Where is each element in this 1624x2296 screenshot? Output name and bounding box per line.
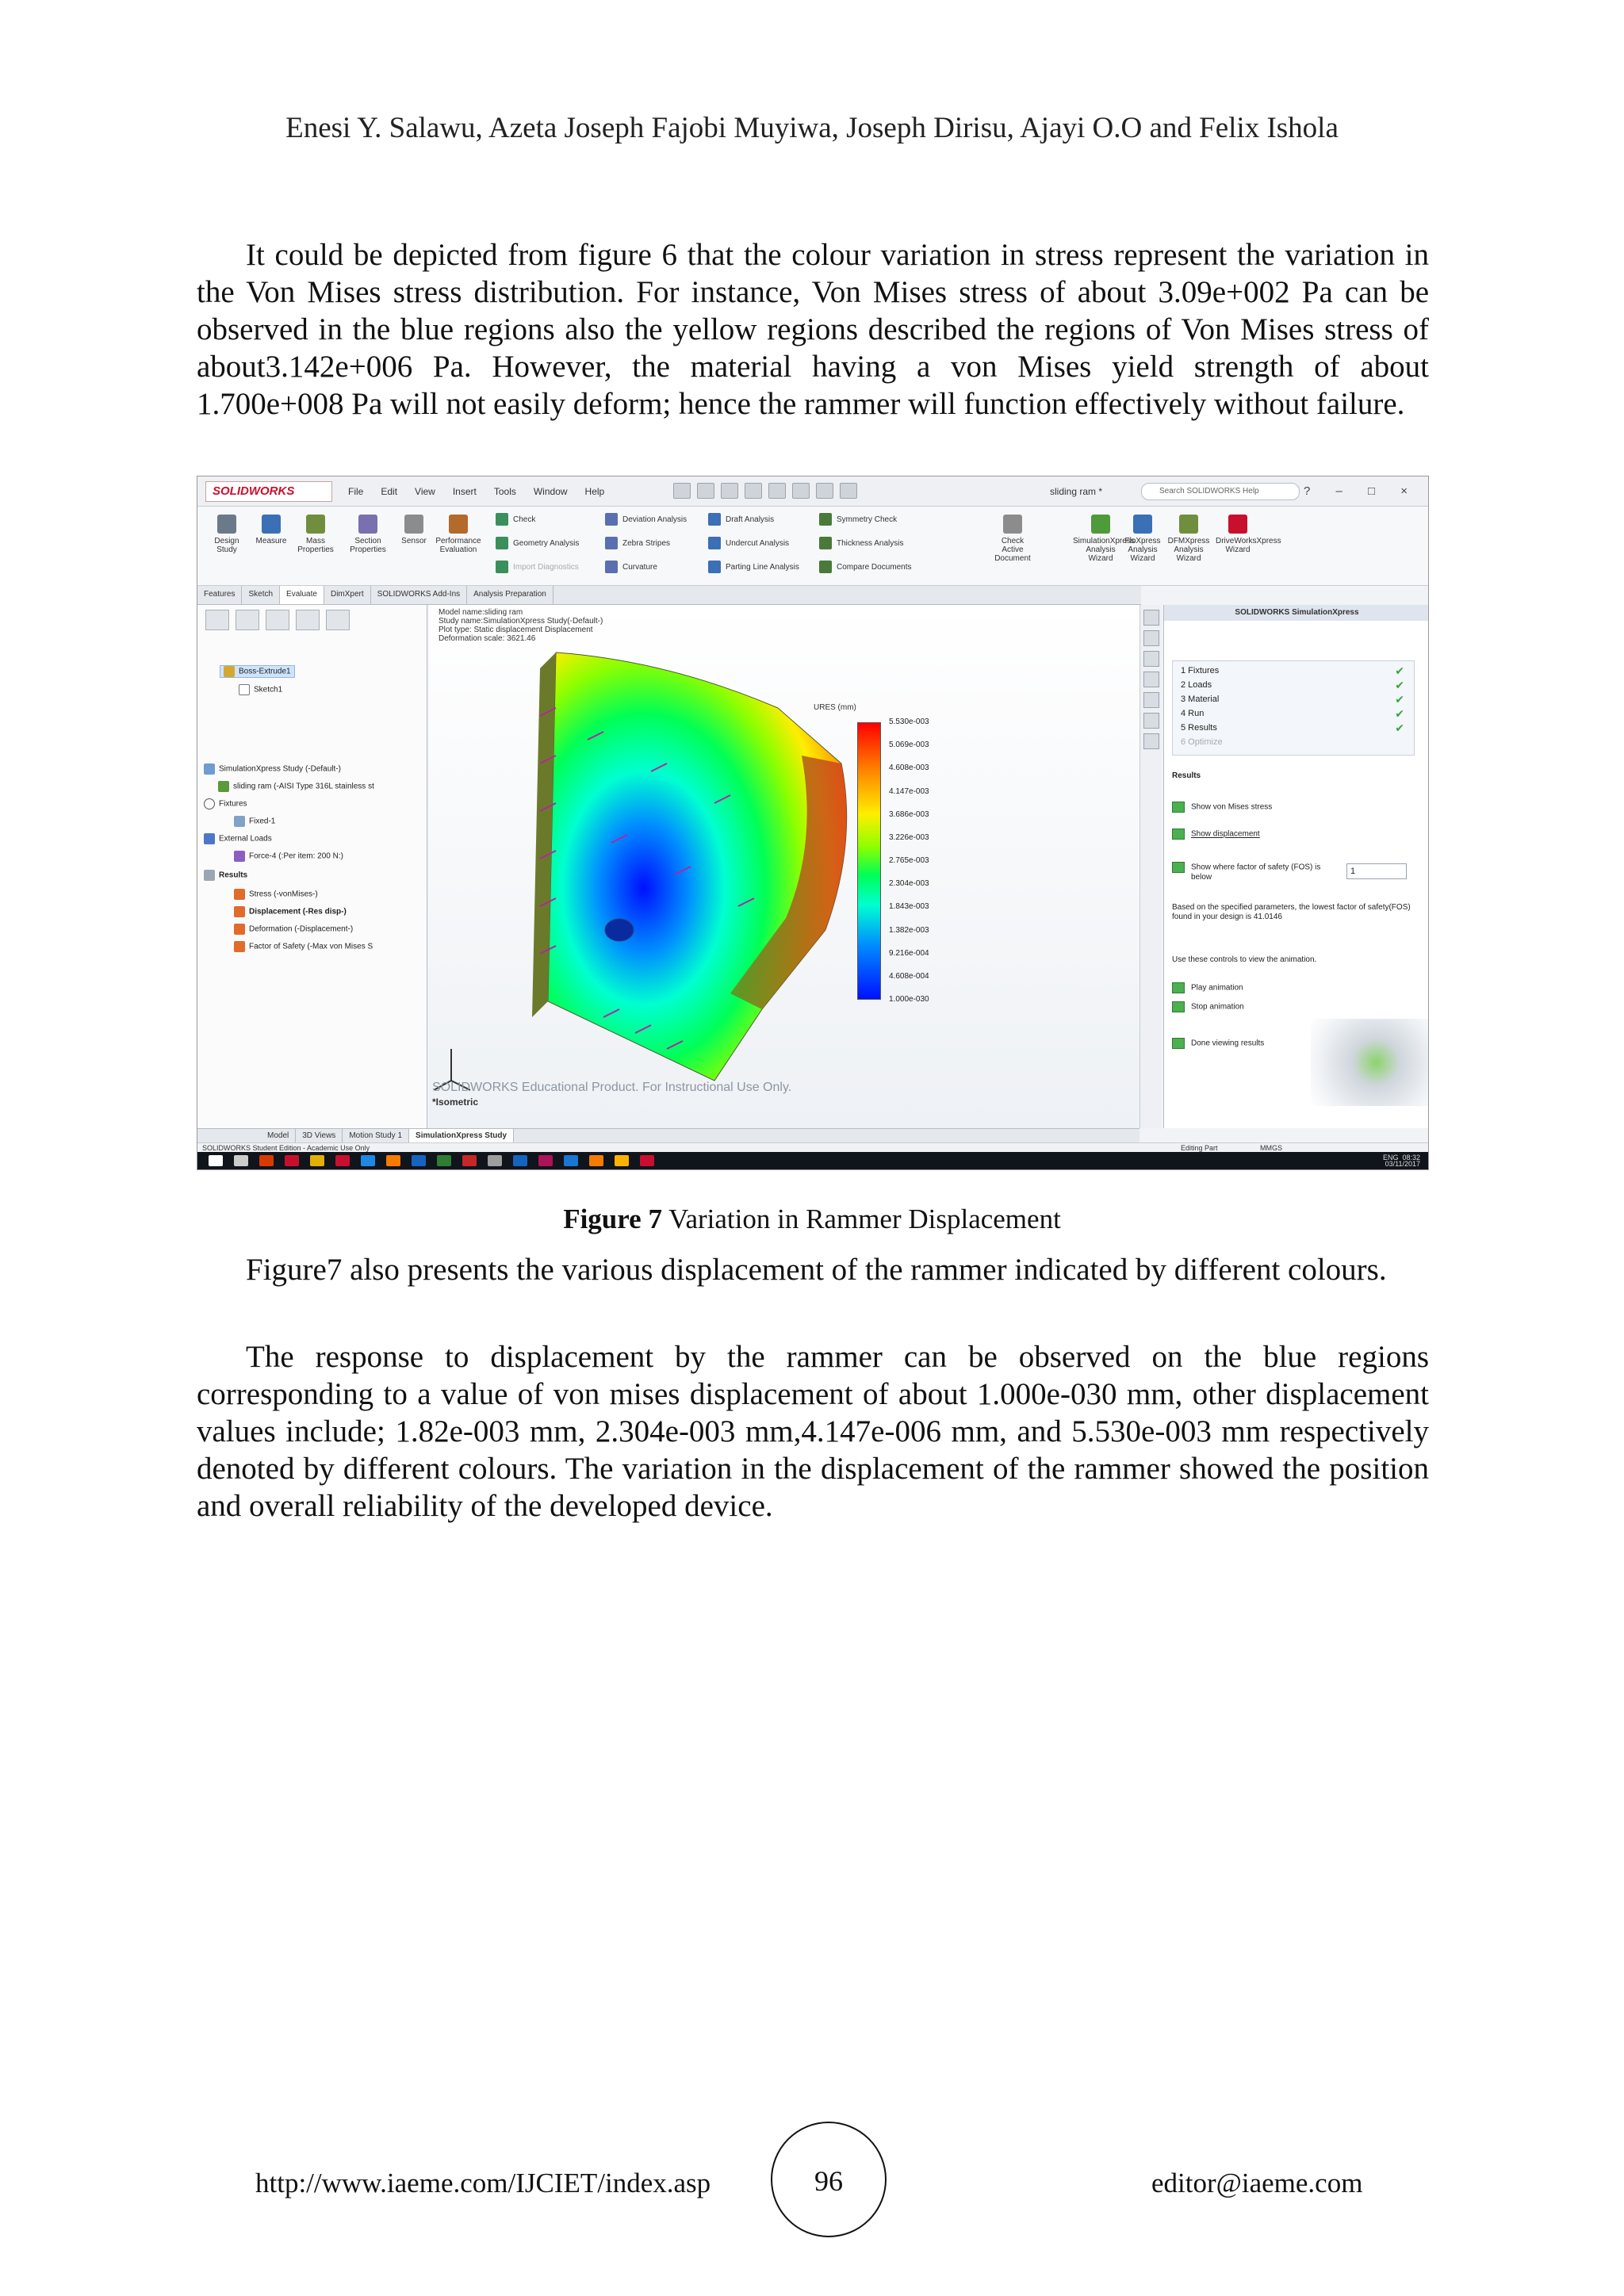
show-stress-button	[1172, 802, 1185, 813]
new-icon	[673, 483, 691, 499]
check-icon: ✔	[1395, 664, 1404, 677]
config-icon	[266, 610, 289, 630]
legend-tick-label: 3.686e-003	[889, 809, 929, 819]
system-tray: ENG 08:32 03/11/2017	[1382, 1154, 1420, 1168]
ribbon-wizard-icon	[1228, 515, 1247, 534]
ribbon-tool-label: Measure	[255, 537, 287, 545]
ribbon-wizard	[1216, 515, 1281, 554]
body-paragraph	[197, 1338, 1429, 1525]
search-help-input: Search SOLIDWORKS Help	[1141, 483, 1300, 500]
ribbon-wizard-label: FloXpress Analysis Wizard	[1124, 537, 1161, 563]
ribbon-command	[708, 535, 789, 553]
feature-manager-panel	[197, 605, 427, 1128]
ribbon-tool-label: Sensor	[401, 537, 427, 545]
done-viewing-option: Done viewing results	[1172, 1038, 1264, 1049]
app-icon	[615, 1155, 629, 1166]
app-icon	[335, 1155, 350, 1166]
legend-tick-label: 1.000e-030	[889, 995, 929, 1004]
ribbon-command	[496, 511, 535, 529]
footer-url[interactable]: http://www.iaeme.com/IJCIET/index.asp	[255, 2168, 711, 2198]
ribbon-tool-label: Section Properties	[350, 537, 386, 554]
legend-tick-label: 5.069e-003	[889, 740, 929, 750]
xpress-step: 6 Optimize	[1181, 737, 1223, 747]
panel-tools	[205, 610, 356, 633]
show-displacement-button	[1172, 828, 1185, 840]
fixed-icon	[234, 816, 245, 827]
ribbon-wizard-label: DFMXpress Analysis Wizard	[1167, 537, 1210, 563]
open-icon	[697, 483, 714, 499]
ribbon-command-icon	[819, 513, 832, 526]
library-icon	[1143, 630, 1159, 646]
check-icon: ✔	[1395, 707, 1404, 720]
paragraph-text: Figure7 also presents the various displacement of the rammer indicated by different colours.	[246, 1253, 1387, 1287]
sketch-icon	[239, 684, 250, 695]
ribbon-command-icon	[496, 537, 508, 549]
ribbon-wizard-label: DriveWorksXpress Wizard	[1216, 537, 1281, 554]
windows-taskbar	[197, 1152, 1428, 1169]
app-icon	[462, 1155, 477, 1166]
results-icon	[204, 870, 215, 881]
tree-force: Force-4 (:Per item: 200 N:)	[234, 851, 343, 862]
menu-item: Tools	[493, 486, 516, 497]
ribbon-command-label: Undercut Analysis	[726, 539, 790, 548]
plot-icon	[234, 924, 245, 935]
ribbon-command-label: Zebra Stripes	[622, 539, 671, 548]
select-icon	[792, 483, 810, 499]
status-left: SOLIDWORKS Student Edition - Academic Use Only	[202, 1144, 370, 1152]
save-icon	[721, 483, 738, 499]
ribbon-tool-icon	[449, 515, 468, 534]
menu-item: Help	[584, 486, 605, 497]
ribbon-wizard-label: SimulationXpress Analysis Wizard	[1073, 537, 1135, 563]
results-heading: Results	[1172, 771, 1201, 780]
footer-email[interactable]: editor@iaeme.com	[1151, 2168, 1363, 2198]
solidworks-logo: SOLIDWORKS	[205, 481, 332, 502]
ribbon-command-label: Symmetry Check	[837, 515, 898, 524]
ribbon-command-icon	[819, 537, 832, 549]
ribbon-command	[819, 511, 897, 529]
ribbon-command-label: Curvature	[622, 563, 657, 572]
vlc-icon	[589, 1155, 603, 1166]
tree-results: Results	[204, 870, 247, 881]
check-icon: ✔	[1395, 679, 1404, 691]
legend-tick-label: 3.226e-003	[889, 832, 929, 842]
tab-analysis-preparation: Analysis Preparation	[467, 586, 553, 604]
legend-tick-label: 5.530e-003	[889, 718, 929, 726]
options-icon	[840, 483, 857, 499]
undo-icon	[768, 483, 786, 499]
rammer-thumbnail	[1311, 1019, 1429, 1106]
xpress-steps	[1172, 660, 1415, 756]
stop-icon	[1172, 1001, 1185, 1012]
forum-icon	[1143, 733, 1159, 749]
app-icon	[259, 1155, 274, 1166]
play-icon	[1172, 982, 1185, 993]
tree-fos: Factor of Safety (-Max von Mises S	[234, 941, 373, 952]
bottom-tab: SimulationXpress Study	[409, 1129, 514, 1142]
ribbon-command	[708, 511, 774, 529]
ribbon-tool-label: Mass Properties	[297, 537, 334, 554]
model-info-line: Study name:SimulationXpress Study(-Default-)	[439, 617, 603, 626]
stop-animation-option: Stop animation	[1172, 1001, 1244, 1012]
app-icon	[513, 1155, 527, 1166]
menu-item: File	[348, 486, 364, 497]
rebuild-icon	[816, 483, 833, 499]
legend-color-bar	[857, 722, 881, 1000]
legend-tick-label: 4.608e-004	[889, 971, 929, 981]
tab-solidworks-add-ins: SOLIDWORKS Add-Ins	[371, 586, 467, 604]
tab-features: Features	[197, 586, 242, 604]
start-icon	[209, 1155, 223, 1166]
feature-tree-icon	[205, 610, 229, 630]
ribbon-command-icon	[708, 561, 721, 573]
status-units: MMGS	[1260, 1144, 1282, 1152]
loads-icon	[204, 833, 215, 844]
plot-icon	[234, 906, 245, 917]
show-fos-option: Show where factor of safety (FOS) is below	[1172, 862, 1331, 882]
tree-external-loads: External Loads	[204, 833, 272, 844]
ribbon-tool-icon	[404, 515, 423, 534]
app-icon	[538, 1155, 553, 1166]
ribbon-tool-label: Performance Evaluation	[435, 537, 481, 554]
ribbon-tool	[435, 515, 481, 554]
app-icon	[564, 1155, 578, 1166]
plot-icon	[234, 889, 245, 900]
ribbon-command-icon	[605, 561, 618, 573]
ribbon-command-label: Import Diagnostics	[513, 563, 579, 572]
ribbon-tool	[391, 515, 437, 545]
xpress-step: 1 Fixtures	[1181, 666, 1220, 675]
plot-icon	[234, 941, 245, 952]
window-controls: ? – □ ×	[1303, 484, 1419, 498]
ribbon-tool-icon	[358, 515, 377, 534]
ribbon-command	[708, 559, 799, 576]
ribbon-tool-icon	[217, 515, 236, 534]
appearance-icon	[1143, 692, 1159, 708]
model-info-line: Model name:sliding ram	[439, 608, 523, 617]
legend-tick-label: 9.216e-004	[889, 948, 929, 958]
ribbon-command	[605, 559, 657, 576]
legend-tick-label: 4.147e-003	[889, 786, 929, 796]
tree-sketch: Sketch1	[239, 684, 282, 695]
app-icon	[488, 1155, 502, 1166]
tab-sketch: Sketch	[242, 586, 280, 604]
legend-tick-label: 2.304e-003	[889, 879, 929, 889]
ribbon-command-icon	[819, 561, 832, 573]
tree-displacement: Displacement (-Res disp-)	[234, 906, 347, 917]
fixtures-icon	[204, 798, 215, 809]
folder-icon	[310, 1155, 324, 1166]
menu-item: Window	[533, 486, 568, 497]
model-info-line: Plot type: Static displacement Displacement	[439, 626, 593, 634]
edge-icon	[412, 1155, 426, 1166]
ribbon-tool-label: Design Study	[214, 537, 239, 554]
ribbon-command-icon	[605, 537, 618, 549]
show-fos-button	[1172, 862, 1185, 873]
model-info-line: Deformation scale: 3621.46	[439, 634, 536, 643]
ribbon-command	[819, 535, 903, 553]
tree-fixed: Fixed-1	[234, 816, 275, 827]
print-icon	[745, 483, 762, 499]
tree-stress: Stress (-vonMises-)	[234, 889, 318, 900]
xpress-step: 4 Run	[1181, 709, 1205, 718]
simulationxpress-panel	[1163, 605, 1429, 1128]
legend-tick-label: 2.765e-003	[889, 856, 929, 865]
ribbon-wizard-icon	[1133, 515, 1152, 534]
app-titlebar	[197, 476, 1428, 507]
ribbon-wizard	[990, 515, 1035, 563]
view-palette-icon	[1143, 672, 1159, 687]
property-icon	[236, 610, 259, 630]
ribbon-tool	[293, 515, 339, 554]
ribbon-command-label: Compare Documents	[837, 563, 912, 572]
ribbon-wizard-label: Check Active Document	[994, 537, 1031, 563]
tab-dimxpert: DimXpert	[324, 586, 371, 604]
ribbon-command-icon	[708, 513, 721, 526]
done-icon	[1172, 1038, 1185, 1049]
ribbon-wizard	[1166, 515, 1211, 563]
xpress-step: 3 Material	[1181, 695, 1220, 704]
tree-fixtures: Fixtures	[204, 798, 247, 809]
display-icon	[326, 610, 350, 630]
quick-access-toolbar	[673, 483, 864, 501]
ribbon-wizard	[1120, 515, 1165, 563]
ribbon-command-icon	[708, 537, 721, 549]
xpress-step: 2 Loads	[1181, 680, 1212, 690]
ribbon-command	[605, 535, 670, 553]
material-icon	[218, 781, 229, 792]
ribbon-command-icon	[496, 513, 508, 526]
paragraph-text: The response to displacement by the rammer can be observed on the blue regions corresponding to a value of von mises displacement of about 1.000e-030 mm, other displacement values include; 1.82e-003 mm, 2.304e-003 mm,4.147e-006 mm, and 5.530e-003 mm respectively denoted by different colours. The variation in the displacement of the rammer showed the position and overall reliability of the developed device.	[197, 1340, 1429, 1523]
legend-tick-label: 1.843e-003	[889, 902, 929, 912]
page-number: 96	[814, 2165, 843, 2197]
body-paragraph	[197, 236, 1429, 423]
tree-boss-extrude: Boss-Extrude1	[220, 665, 295, 678]
ribbon-command-label: Geometry Analysis	[513, 539, 580, 548]
caption-label: Figure 7	[563, 1203, 662, 1234]
search-icon	[234, 1155, 248, 1166]
bottom-tab: Motion Study 1	[343, 1129, 409, 1142]
ribbon-command-label: Parting Line Analysis	[726, 563, 799, 572]
excel-icon	[437, 1155, 451, 1166]
ribbon-wizard-icon	[1003, 515, 1022, 534]
ribbon-command	[496, 559, 579, 576]
animation-hint: Use these controls to view the animation.	[1172, 955, 1317, 964]
bottom-tabs	[197, 1128, 1139, 1142]
check-icon: ✔	[1395, 693, 1404, 706]
ribbon-wizard-icon	[1091, 515, 1110, 534]
ribbon-wizard-icon	[1179, 515, 1198, 534]
extrude-icon	[224, 666, 235, 677]
show-stress-option: Show von Mises stress	[1172, 802, 1272, 813]
app-icon	[361, 1155, 375, 1166]
menu-item: View	[415, 486, 435, 497]
menu-item: Insert	[452, 486, 477, 497]
folder-icon	[1143, 651, 1159, 667]
body-paragraph	[197, 1251, 1429, 1288]
menu-bar	[348, 486, 622, 497]
ribbon-command-label: Thickness Analysis	[837, 539, 904, 548]
ribbon-command-icon	[605, 513, 618, 526]
ribbon-tool	[345, 515, 391, 554]
caption-text: Variation in Rammer Displacement	[661, 1203, 1061, 1234]
task-pane-tabs	[1139, 605, 1162, 1128]
ribbon-tool	[204, 515, 250, 554]
properties-icon	[1143, 713, 1159, 729]
ribbon-tool-icon	[306, 515, 325, 534]
document-name: sliding ram *	[1050, 486, 1103, 497]
home-icon	[1143, 610, 1159, 626]
app-icon	[285, 1155, 299, 1166]
ribbon-command	[819, 559, 911, 576]
tree-material: sliding ram (-AISI Type 316L stainless st	[218, 781, 374, 792]
paragraph-text: It could be depicted from figure 6 that the colour variation in stress represent the variation in the Von Mises stress distribution. For instance, Von Mises stress of about 3.09e+002 Pa can be observed in the blue regions also the yellow regions described the regions of Von Mises stress of about3.142e+006 Pa. However, the material having a von Mises yield strength of about 1.700e+008 Pa will not easily deform; hence the rammer will function effectively without failure.	[197, 238, 1429, 421]
bottom-tab: 3D Views	[296, 1129, 343, 1142]
solidworks-task-icon	[640, 1155, 654, 1166]
ribbon-command-label: Check	[513, 515, 536, 524]
app-icon	[386, 1155, 400, 1166]
legend-title: URES (mm)	[814, 703, 856, 712]
tree-study: SimulationXpress Study (-Default-)	[204, 763, 341, 775]
ribbon-tool-icon	[262, 515, 281, 534]
ribbon-tool	[248, 515, 294, 545]
fos-result-text: Based on the specified parameters, the lowest factor of safety(FOS) found in your design is 41.0146	[1172, 903, 1411, 921]
figure-caption	[0, 1203, 1624, 1235]
ribbon-command	[605, 511, 687, 529]
bottom-tab: Model	[261, 1129, 296, 1142]
play-animation-option: Play animation	[1172, 982, 1243, 993]
rammer-model	[429, 605, 1139, 1128]
legend-tick-label: 4.608e-003	[889, 763, 929, 773]
ribbon-command-label: Draft Analysis	[726, 515, 775, 524]
ribbon-command-icon	[496, 561, 508, 573]
ribbon-command-label: Deviation Analysis	[622, 515, 688, 524]
figure-7-screenshot	[197, 476, 1429, 1170]
dimxpert-icon	[296, 610, 320, 630]
check-icon: ✔	[1395, 721, 1404, 734]
ribbon-command	[496, 535, 579, 553]
status-editing: Editing Part	[1181, 1144, 1218, 1152]
menu-item: Edit	[381, 486, 398, 497]
show-displacement-option: Show displacement	[1172, 828, 1260, 840]
panel-title: SOLIDWORKS SimulationXpress	[1164, 605, 1429, 621]
force-icon	[234, 851, 245, 862]
tree-deformation: Deformation (-Displacement-)	[234, 924, 353, 935]
command-manager-tabs	[197, 586, 1141, 605]
tab-evaluate: Evaluate	[280, 586, 324, 604]
legend-tick-label: 1.382e-003	[889, 925, 929, 935]
educational-watermark: SOLIDWORKS Educational Product. For Instructional Use Only.	[432, 1081, 792, 1094]
running-header: Enesi Y. Salawu, Azeta Joseph Fajobi Muyiwa, Joseph Dirisu, Ajayi O.O and Felix Ishola	[285, 112, 1339, 144]
xpress-step: 5 Results	[1181, 723, 1217, 733]
fos-threshold-input: 1	[1346, 863, 1407, 879]
study-icon	[204, 763, 215, 775]
graphics-viewport	[429, 605, 1139, 1128]
evaluate-ribbon	[197, 507, 1428, 586]
view-orientation-label: *Isometric	[432, 1096, 479, 1108]
